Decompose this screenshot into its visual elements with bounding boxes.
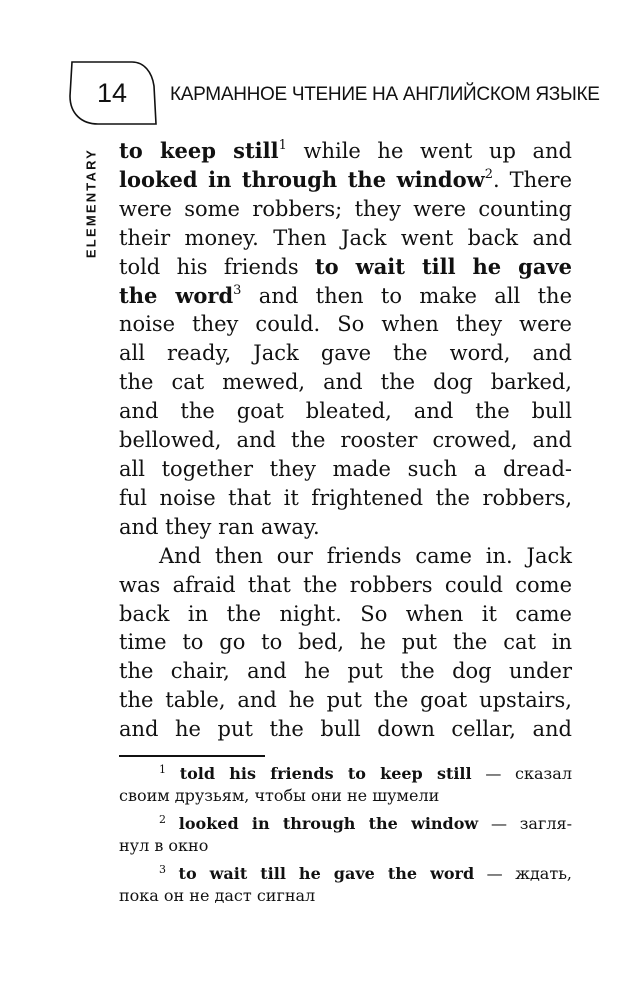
text-line: and he put the bull down cellar, and — [119, 717, 572, 742]
footnote-line: пока он не даст сигнал — [119, 886, 316, 905]
glossed-phrase: to keep still — [119, 138, 279, 163]
footnote-translation: — сказал — [471, 764, 572, 783]
footnote-translation: — ждать, — [474, 864, 572, 883]
text-line: the table, and he put the goat upstairs, — [119, 688, 572, 713]
page-number: 14 — [96, 78, 128, 108]
level-label — [80, 138, 102, 268]
text-line: the cat mewed, and the dog barked, — [119, 370, 572, 395]
text-line: bellowed, and the rooster crowed, and — [119, 428, 572, 453]
text-line: time to go to bed, he put the cat in — [119, 630, 572, 655]
text-line: and they ran away. — [119, 514, 320, 539]
footnote-ref: 2 — [484, 166, 493, 182]
text-line: all ready, Jack gave the word, and — [119, 341, 572, 366]
footnote-line: нул в окно — [119, 836, 209, 855]
text-line: were some robbers; they were counting — [119, 196, 572, 221]
text-run: while he went up and — [286, 139, 572, 163]
footnote-translation: — загля- — [478, 814, 573, 833]
level-label-text: ELEMENTARY — [83, 147, 99, 259]
footnote-term: told his friends to keep still — [179, 764, 472, 783]
footnote-1 — [119, 763, 572, 807]
paragraph-first-line: And then our friends came in. Jack — [159, 543, 572, 568]
footnote-line — [119, 863, 572, 885]
footnote-line — [119, 763, 572, 785]
footnote-ref: 1 — [278, 138, 287, 153]
glossed-phrase: the word — [119, 282, 234, 308]
text-line — [119, 166, 572, 195]
footnotes — [119, 763, 572, 913]
footnote-term: to wait till he gave the word — [178, 864, 475, 883]
footnote-line — [119, 813, 572, 835]
footnote-2 — [119, 813, 572, 857]
text-run: and then to make all the — [241, 283, 572, 308]
story-text — [119, 137, 572, 744]
footnote-number: 1 — [159, 763, 166, 776]
glossed-phrase: looked in through the window — [119, 166, 485, 192]
glossed-phrase: to wait till he gave — [314, 253, 572, 279]
footnote-ref: 3 — [233, 282, 242, 298]
footnote-divider — [119, 755, 265, 757]
text-line: noise they could. So when they were — [119, 312, 572, 337]
text-line — [119, 282, 572, 311]
text-line: back in the night. So when it came — [119, 601, 572, 626]
text-line — [119, 137, 572, 166]
text-line: their money. Then Jack went back and — [119, 225, 572, 250]
text-line: the chair, and he put the dog under — [119, 659, 572, 684]
footnote-line: своим друзьям, чтобы они не шумели — [119, 786, 440, 805]
footnote-3 — [119, 863, 572, 907]
text-line: was afraid that the robbers could come — [119, 572, 572, 597]
footnote-number: 3 — [159, 863, 166, 876]
text-line: all together they made such a dread- — [119, 456, 572, 481]
footnote-term: looked in through the window — [178, 814, 479, 833]
text-line — [119, 253, 572, 282]
text-line: and the goat bleated, and the bull — [119, 399, 572, 424]
text-run: . There — [492, 167, 572, 192]
text-line: ful noise that it frightened the robbers, — [119, 485, 572, 510]
text-run: told his friends — [119, 254, 315, 279]
footnote-number: 2 — [159, 813, 166, 826]
running-title: КАРМАННОЕ ЧТЕНИЕ НА АНГЛИЙСКОМ ЯЗЫКЕ — [170, 84, 600, 105]
